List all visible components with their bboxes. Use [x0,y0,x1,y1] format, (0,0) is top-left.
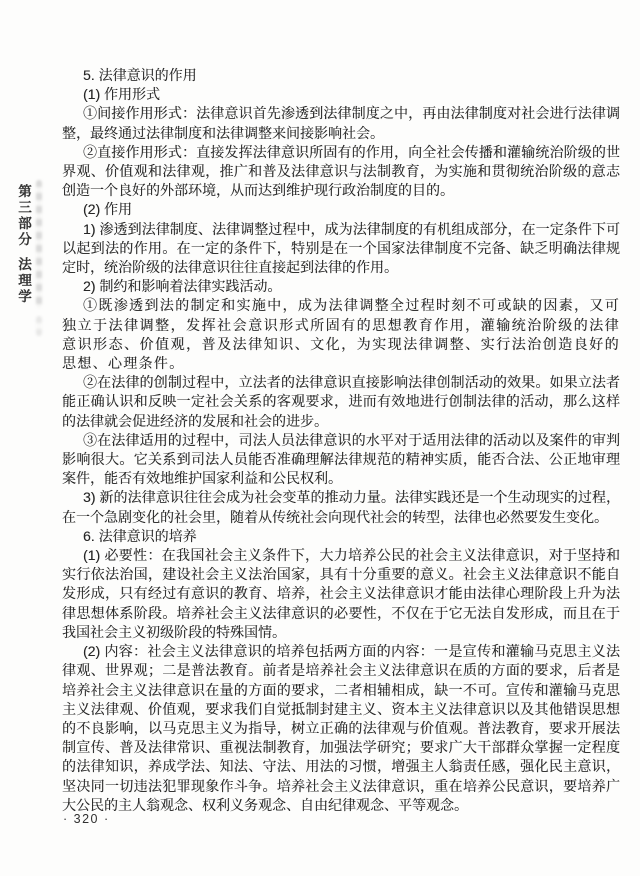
bleed-through-artifact [36,316,42,336]
paragraph: ③在法律适用的过程中，司法人员法律意识的水平对于适用法律的活动以及案件的审判影响很大。它关系到司法人员能否准确理解法律规范的精神实质，能否合法、公正地审理案件，能否有效地维护国家利益和公民权利。 [62,431,620,487]
bleed-through-artifact [36,180,42,308]
paragraph: 1) 渗透到法律制度、法律调整过程中，成为法律制度的有机组成部分，在一定条件下可以起到法的作用。在一定的条件下，特别是在一个国家法律制度不完备、缺乏明确法律规定时，统治阶级的法律意识往往直接起到法律的作用。 [62,220,620,276]
paragraph: ①既渗透到法的制定和实施中，成为法律调整全过程时刻不可或缺的因素，又可独立于法律调整，发挥社会意识形式所固有的思想教育作用，灌输统治阶级的法律意识形态、价值观，普及法律知识、文化，为实现法律调整、实行法治创造良好的思想、心理条件。 [62,297,620,372]
section-heading: (2) 作用 [83,201,132,218]
section-heading: (1) 作用形式 [83,86,160,103]
paragraph: ②直接作用形式：直接发挥法律意识所固有的作用，向全社会传播和灌输统治阶级的世界观、价值观和法律观，推广和普及法律意识与法制教育，为实施和贯彻统治阶级的意志创造一个良好的外部环境，从而达到维护现行政治制度的目的。 [62,143,620,199]
paragraph: 2) 制约和影响着法律实践活动。 [83,278,282,295]
paragraph: ②在法律的创制过程中，立法者的法律意识直接影响法律创制活动的效果。如果立法者能正确认识和反映一定社会关系的客观要求，进而有效地进行创制法律的活动，那么这样的法律就会促进经济的发展和社会的进步。 [62,374,620,429]
paragraph: 3) 新的法律意识往往会成为社会变革的推动力量。法律实践还是一个生动现实的过程，在一个急剧变化的社会里，随着从传统社会向现代社会的转型，法律也必然要发生变化。 [62,489,620,525]
sidebar-part-label: 第三部分 [16,184,31,248]
section-heading: 5. 法律意识的作用 [83,67,197,83]
section-heading: 6. 法律意识的培养 [83,527,197,544]
paragraph: ①间接作用形式：法律意识首先渗透到法律制度之中，再由法律制度对社会进行法律调整，最终通过法律制度和法律调整来间接影响社会。 [62,105,620,141]
paragraph: (2) 内容：社会主义法律意识的培养包括两方面的内容：一是宣传和灌输马克思主义法律观、世界观；二是普法教育。前者是培养社会主义法律意识在质的方面的要求，后者是培养社会主义法律意识在量的方面的要求，二者相辅相成，缺一不可。宣传和灌输马克思主义法律观、价值观，要求我们自觉抵制封建主义、资本主义法律意识以及其他错误思想的不良影响，以马克思主义为指导，树立正确的法律观与价值观。普法教育，要求开展法制宣传、普及法律常识、重视法制教育，加强法学研究；要求广大干部群众掌握一定程度的法律知识，养成学法、知法、守法、用法的习惯，增强主人翁责任感，强化民主意识，坚决同一切违法犯罪现象作斗争。培养社会主义法律意识，重在培养公民意识，要培养广大公民的主人翁观念、权利义务观念、自由纪律观念、平等观念。 [62,643,620,813]
sidebar-subject-label: 法理学 [16,257,31,305]
page-content [62,66,620,815]
paragraph: (1) 必要性：在我国社会主义条件下，大力培养公民的社会主义法律意识，对于坚持和实行依法治国，建设社会主义法治国家，具有十分重要的意义。社会主义法律意识不能自发形成，只有经过有意识的教育、培养，社会主义法律意识才能由法律心理阶段上升为法律思想体系阶段。培养社会主义法律意识的必要性，不仅在于它无法自发形成，而且在于我国社会主义初级阶段的特殊国情。 [62,547,620,640]
page-number: · 320 · [63,812,110,826]
